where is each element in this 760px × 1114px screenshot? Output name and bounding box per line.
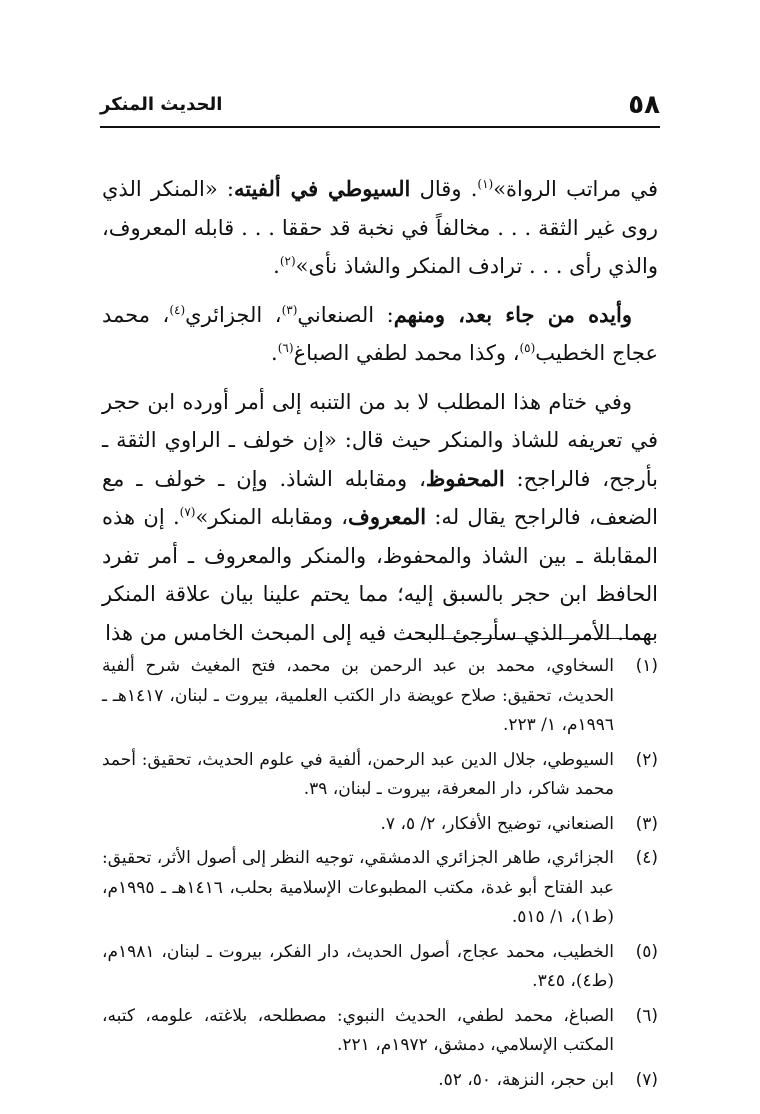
footnote-ref: (٤)	[169, 302, 186, 317]
footnote-ref: (٣)	[281, 302, 298, 317]
footnote	[102, 810, 658, 840]
footnote-ref: (٦)	[277, 341, 294, 355]
footnotes	[102, 652, 658, 1100]
paragraph-1	[102, 170, 658, 286]
footnote	[102, 844, 658, 933]
footnote-text: ابن حجر، النزهة، ٥٠، ٥٢.	[438, 1069, 614, 1090]
text-run: . وقال	[410, 177, 478, 201]
footnote	[102, 1002, 658, 1061]
bold-text: المحفوظ	[425, 465, 505, 491]
header-rule	[100, 126, 660, 128]
footnote-ref: (١)	[477, 177, 494, 191]
paragraph-2	[102, 296, 658, 373]
text-run: : «المنكر الذي روى غير الثقة . . . مخالفاً في نخبة قد حققا . . . قابله المعروف، والذي رأى . . . ترادف المنكر والشاذ نأى»	[102, 177, 658, 278]
text-run: ، وكذا محمد لطفي الصباغ	[293, 341, 520, 365]
text-run: . إن هذه المقابلة ـ بين الشاذ والمحفوظ، والمنكر والمعروف ـ أمر تفرد الحافظ ابن حجر بالسبق إليه؛ مما يحتم علينا بيان علاقة المنكر بهما. الأمر الذي سأرجئ البحث فيه إلى المبحث الخامس من هذا	[102, 505, 658, 645]
footnote-number: (٢)	[635, 749, 658, 770]
footnote-text: الصنعاني، توضيح الأفكار، ٢/ ٥، ٧.	[380, 813, 614, 834]
footnote-text: السيوطي، جلال الدين عبد الرحمن، ألفية في علوم الحديث، تحقيق: أحمد محمد شاكر، دار المعرفة، بيروت ـ لبنان، ٣٩.	[102, 749, 614, 799]
footnote-number: (٤)	[635, 848, 658, 868]
text-run: ، ومقابله المنكر»	[195, 505, 349, 529]
footnote-ref: (٧)	[179, 505, 196, 519]
page-header	[100, 88, 660, 128]
text-run: في مراتب الرواة»	[493, 177, 658, 201]
text-run: .	[273, 254, 280, 278]
footnote-number: (٦)	[635, 1005, 658, 1026]
footnote	[102, 1066, 658, 1096]
paragraph-3	[102, 383, 658, 653]
footnote-text: الصباغ، محمد لطفي، الحديث النبوي: مصطلحه، بلاغته، علومه، كتبه، المكتب الإسلامي، دمشق، ١٩٧٢م، ٢٢١.	[102, 1005, 614, 1055]
text-run: ، الجزائري	[185, 302, 282, 327]
bold-text: المعروف	[348, 504, 427, 529]
footnote-ref: (٢)	[279, 254, 296, 268]
footnote-separator	[405, 638, 655, 639]
footnote	[102, 746, 658, 805]
footnote-ref: (٥)	[519, 341, 536, 355]
footnote-text: الخطيب، محمد عجاج، أصول الحديث، دار الفكر، بيروت ـ لبنان، ١٩٨١م، (ط٤)، ٣٤٥.	[102, 941, 614, 991]
footnote	[102, 652, 658, 741]
footnote-number: (٣)	[635, 813, 658, 834]
footnote-number: (١)	[635, 656, 658, 676]
footnote-number: (٧)	[635, 1069, 658, 1090]
footnote-text: السخاوي، محمد بن عبد الرحمن بن محمد، فتح المغيث شرح ألفية الحديث، تحقيق: صلاح عويضة دار الكتب العلمية، بيروت ـ لبنان، ١٤١٧هـ ـ ١٩٩٦م، ١/ ٢٢٣.	[102, 656, 614, 735]
text-run: ، محمد عجاج الخطيب	[102, 302, 658, 365]
text-run: وفي ختام هذا المطلب لا بد من التنبه إلى أمر أورده ابن حجر في تعريفه للشاذ والمنكر حيث قال: «إن خولف ـ الراوي الثقة ـ بأرجح، فالراجح:	[102, 389, 658, 491]
bold-text: وأيده من جاء بعد، ومنهم	[393, 301, 632, 327]
footnote-number: (٥)	[635, 941, 658, 962]
main-text	[102, 170, 658, 662]
page-number: ٥٨	[628, 90, 660, 120]
text-run: ، ومقابله الشاذ. وإن ـ خولف ـ مع الضعف، فالراجح يقال له:	[102, 466, 658, 529]
bold-text: السيوطي في ألفيته	[233, 176, 411, 201]
running-title: الحديث المنكر	[100, 94, 223, 115]
footnote	[102, 938, 658, 997]
text-run: .	[271, 341, 278, 365]
footnote-text: الجزائري، طاهر الجزائري الدمشقي، توجيه النظر إلى أصول الأثر، تحقيق: عبد الفتاح أبو غدة، مكتب المطبوعات الإسلامية بحلب، ١٤١٦هـ ـ ١٩٩٥م، (ط١)، ١/ ٥١٥.	[102, 848, 614, 927]
text-run: : الصنعاني	[297, 302, 394, 327]
